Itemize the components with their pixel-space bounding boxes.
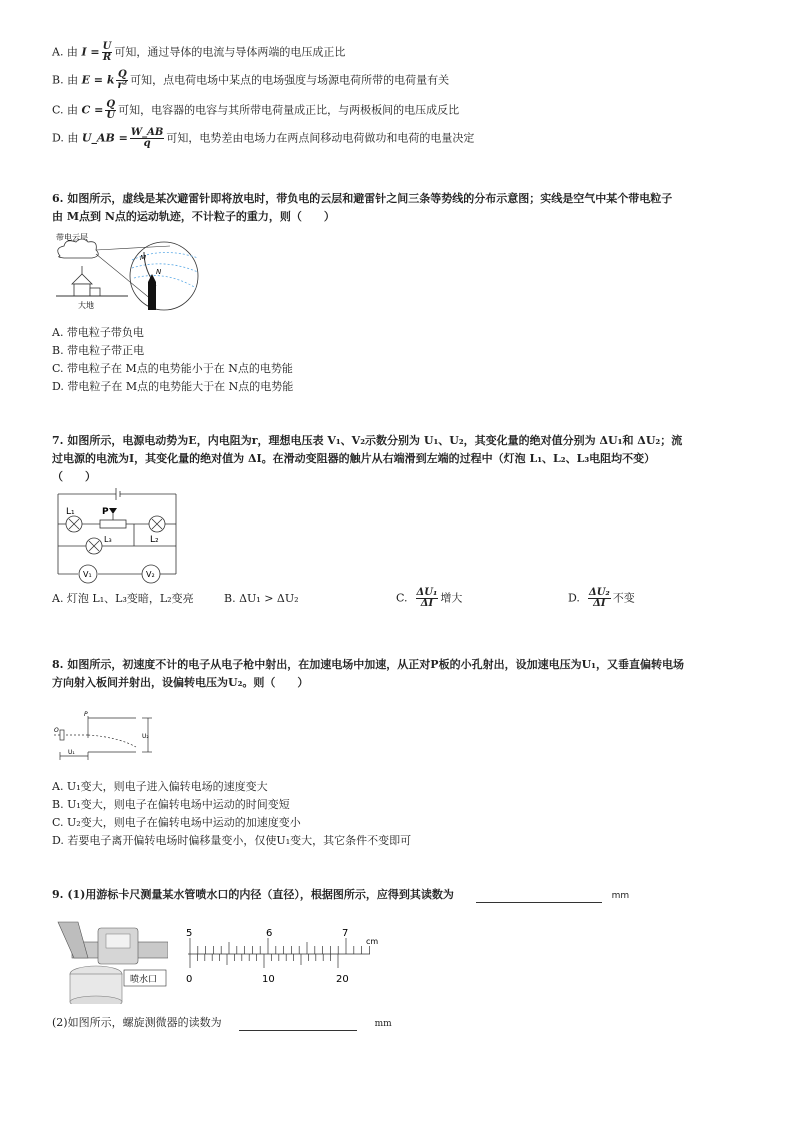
q9-caliper-photo	[52, 912, 168, 1004]
voltmeter-v1	[79, 565, 97, 583]
q6-stem-line2: 由 M点到 N点的运动轨迹，不计粒子的重力，则（ ）	[52, 210, 335, 223]
q5-c-fraction: $\frac{Q}{U}$	[106, 99, 116, 121]
main-scale-unit: cm	[366, 937, 379, 946]
lightning-rod	[148, 274, 156, 310]
point-n-label: N	[156, 268, 162, 276]
house-body	[74, 284, 90, 296]
q5-d-fraction: $\frac{W\_AB}{q}$	[130, 127, 164, 149]
q8-option-d: D. 若要电子离开偏转电场时偏移量变小，仅使U₁变大，其它条件不变即可	[52, 834, 412, 847]
vernier-scale-ticks	[190, 954, 338, 968]
equipotential-line-3	[134, 276, 196, 288]
q7-circuit-figure	[52, 486, 182, 584]
label-o: O	[54, 727, 59, 734]
slider-arrow	[109, 508, 117, 514]
q6-stem-line1: 6. 如图所示，虚线是某次避雷针即将放电时，带负电的云层和避雷针之间三条等势线的分布示意图；实线是空气中某个带电粒子	[52, 192, 673, 205]
point-m-label: M	[140, 254, 147, 262]
label-u1: U₁	[68, 749, 75, 756]
answer-blank-caliper[interactable]	[476, 902, 602, 903]
q7-stem-line2: 过电源的电流为I，其变化量的绝对值为 ΔI。在滑动变阻器的触片从右端滑到左端的过程中（灯泡 L₁、L₂、L₃电阻均不变）	[52, 452, 656, 465]
svg-text:V₁: V₁	[83, 570, 92, 579]
label-u2: U₂	[142, 733, 149, 740]
q5-option-c: C. 由 C = $\frac{Q}{U}$ 可知，电容器的电容与其所带电荷量成正比，与两极板间的电压成反比	[52, 99, 460, 121]
label-p: P	[102, 507, 109, 517]
electron-gun	[60, 730, 64, 740]
label-l3: L₃	[104, 535, 112, 544]
q5-option-a: A. 由 I = $\frac{U}{R}$ 可知，通过导体的电流与导体两端的电压成正比	[52, 41, 346, 63]
q9-stem-line1: 9. (1)用游标卡尺测量某水管喷水口的内径（直径），根据图所示，应得到其读数为 mm	[52, 888, 630, 901]
q8-option-c: C. U₂变大，则电子在偏转电场中运动的加速度变小	[52, 816, 301, 829]
fig-ground-label: 大地	[78, 301, 94, 310]
q7-option-d: D. $\frac{\text{ΔU₂}}{\Delta I}$ 不变	[568, 587, 635, 609]
q5-a-fraction: $\frac{U}{R}$	[102, 41, 112, 63]
house-roof	[72, 274, 92, 284]
main-scale-ticks	[190, 938, 369, 954]
q7-option-c: C. $\frac{\text{ΔU₁}}{\Delta I}$ 增大	[396, 587, 463, 609]
q8-option-a: A. U₁变大，则电子进入偏转电场的速度变大	[52, 780, 268, 793]
voltmeter-v2	[142, 565, 160, 583]
house-annex	[90, 288, 100, 296]
view-line-top	[96, 246, 170, 250]
lamp-l2	[149, 516, 165, 532]
vernier-20: 20	[336, 974, 349, 985]
equipotential-line-2	[132, 264, 198, 272]
q6-option-c: C. 带电粒子在 M点的电势能小于在 N点的电势能	[52, 362, 293, 375]
q7-stem-line1: 7. 如图所示，电源电动势为E，内电阻为r，理想电压表 V₁、V₂示数分别为 U₁、U₂，其变化量的绝对值分别为 ΔU₁和 ΔU₂；流	[52, 434, 683, 447]
main-scale-5: 5	[186, 928, 193, 939]
lamp-l3	[86, 538, 102, 554]
q8-electron-gun-figure	[52, 708, 162, 768]
label-l1: L₁	[66, 507, 75, 517]
fig-cloud-label: 带电云层	[56, 233, 88, 242]
q8-option-b: B. U₁变大，则电子在偏转电场中运动的时间变短	[52, 798, 290, 811]
q9-vernier-scale	[180, 924, 380, 986]
label-p-plate: P	[84, 711, 88, 718]
main-scale-7: 7	[342, 928, 349, 939]
q6-option-d: D. 带电粒子在 M点的电势能大于在 N点的电势能	[52, 380, 294, 393]
answer-blank-micrometer[interactable]	[239, 1030, 357, 1031]
nozzle-label: 喷水口	[130, 975, 158, 985]
caliper-window	[106, 934, 130, 948]
q5-option-b: B. 由 E = k $\frac{Q}{\text{r²}}$ 可知，点电荷电场中某点的电场强度与场源电荷所带的电荷量有关	[52, 69, 450, 91]
q9-sub2-line: (2)如图所示，螺旋测微器的读数为 mm	[52, 1016, 392, 1029]
q7-stem-line3: （ ）	[52, 470, 96, 483]
lamp-l1	[66, 516, 82, 532]
q8-stem-line2: 方向射入板间并射出，设偏转电压为U₂。则（ ）	[52, 676, 309, 689]
q7-option-b: B. ΔU₁ > ΔU₂	[224, 592, 299, 605]
svg-text:V₂: V₂	[146, 570, 155, 579]
label-l2: L₂	[150, 535, 159, 545]
vernier-0: 0	[186, 974, 193, 985]
q6-option-a: A. 带电粒子带负电	[52, 326, 144, 339]
q5-option-d: D. 由 U_AB = $\frac{W\_AB}{q}$ 可知，电势差由电场力在两点间移动电荷做功和电荷的电量决定	[52, 127, 475, 149]
q8-stem-line1: 8. 如图所示，初速度不计的电子从电子枪中射出，在加速电场中加速，从正对P板的小孔射出，设加速电压为U₁，又垂直偏转电场	[52, 658, 684, 671]
q5-b-fraction: $\frac{Q}{\text{r²}}$	[117, 69, 128, 91]
q7-option-a: A. 灯泡 L₁、L₃变暗，L₂变亮	[52, 592, 194, 605]
q6-option-b: B. 带电粒子带正电	[52, 344, 145, 357]
vernier-10: 10	[262, 974, 275, 985]
main-scale-6: 6	[266, 928, 273, 939]
q6-lightning-figure	[52, 230, 202, 314]
